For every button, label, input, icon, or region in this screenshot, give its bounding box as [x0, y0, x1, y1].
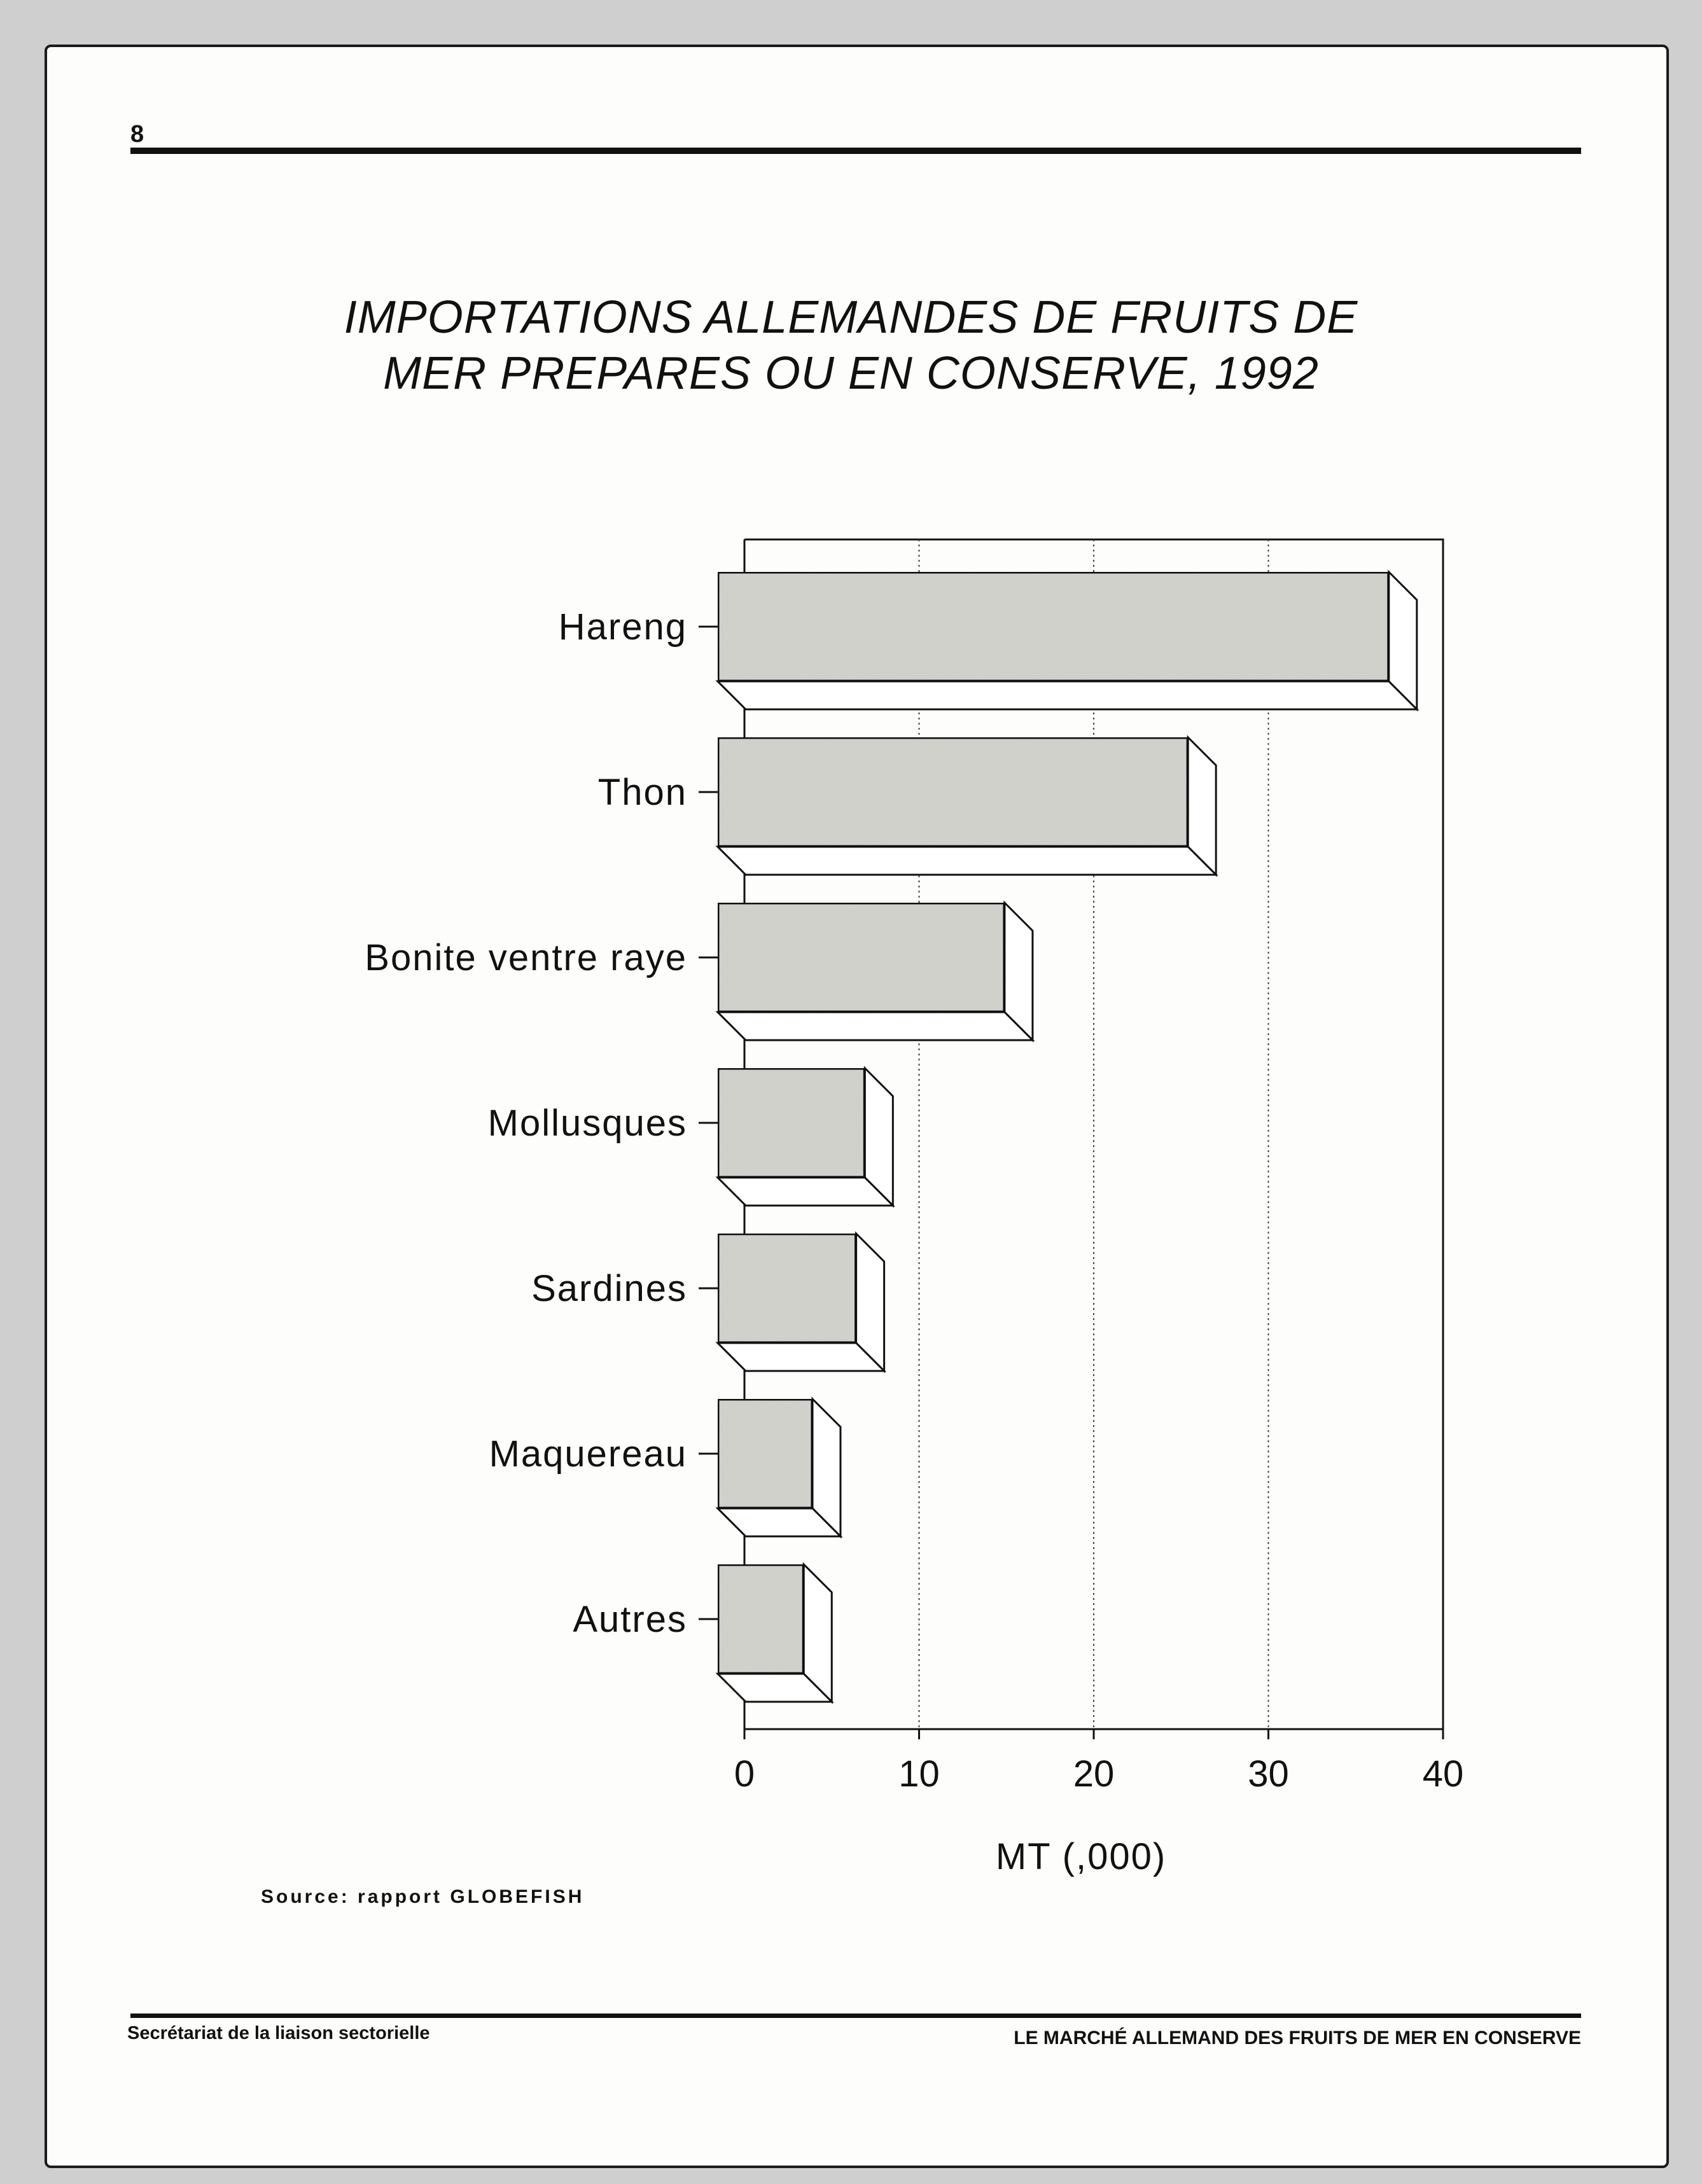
category-label-hareng: Hareng [558, 606, 687, 648]
bar-bonite-ventre-raye [718, 903, 1005, 1012]
category-label-bonite-ventre-raye: Bonite ventre raye [365, 937, 687, 978]
bar-bottom-mollusques [718, 1178, 893, 1206]
chart-title-line-2: MER PREPARES OU EN CONSERVE, 1992 [383, 348, 1319, 399]
bar-thon [718, 737, 1188, 847]
footer-rule [130, 2014, 1581, 2018]
page-number: 8 [130, 121, 144, 148]
bar-bottom-sardines [718, 1343, 884, 1371]
source-note: Source: rapport GLOBEFISH [261, 1886, 585, 1907]
bar-mollusques [718, 1068, 865, 1178]
x-tick-label-10: 10 [898, 1753, 940, 1795]
bar-sardines [718, 1234, 856, 1343]
x-tick-label-40: 40 [1422, 1753, 1464, 1795]
category-label-mollusques: Mollusques [487, 1102, 687, 1144]
chart-title-line-1: IMPORTATIONS ALLEMANDES DE FRUITS DE [344, 292, 1358, 343]
x-tick-label-30: 30 [1248, 1753, 1289, 1795]
category-label-maquereau: Maquereau [489, 1433, 687, 1475]
category-label-sardines: Sardines [531, 1268, 687, 1309]
x-axis-label: MT (,000) [995, 1836, 1167, 1877]
bar-autres [718, 1564, 804, 1674]
x-tick-label-0: 0 [734, 1753, 755, 1795]
category-label-autres: Autres [573, 1599, 687, 1640]
category-label-thon: Thon [597, 772, 687, 813]
footer-right: LE MARCHÉ ALLEMAND DES FRUITS DE MER EN CONSERVE [1014, 2028, 1581, 2048]
x-tick-label-20: 20 [1073, 1753, 1115, 1795]
bar-maquereau [718, 1399, 813, 1508]
bar-bottom-thon [718, 847, 1216, 875]
footer-left: Secrétariat de la liaison sectorielle [127, 2023, 430, 2043]
bar-hareng [718, 572, 1389, 681]
bar-bottom-hareng [718, 681, 1417, 709]
bar-bottom-bonite-ventre-raye [718, 1012, 1033, 1040]
